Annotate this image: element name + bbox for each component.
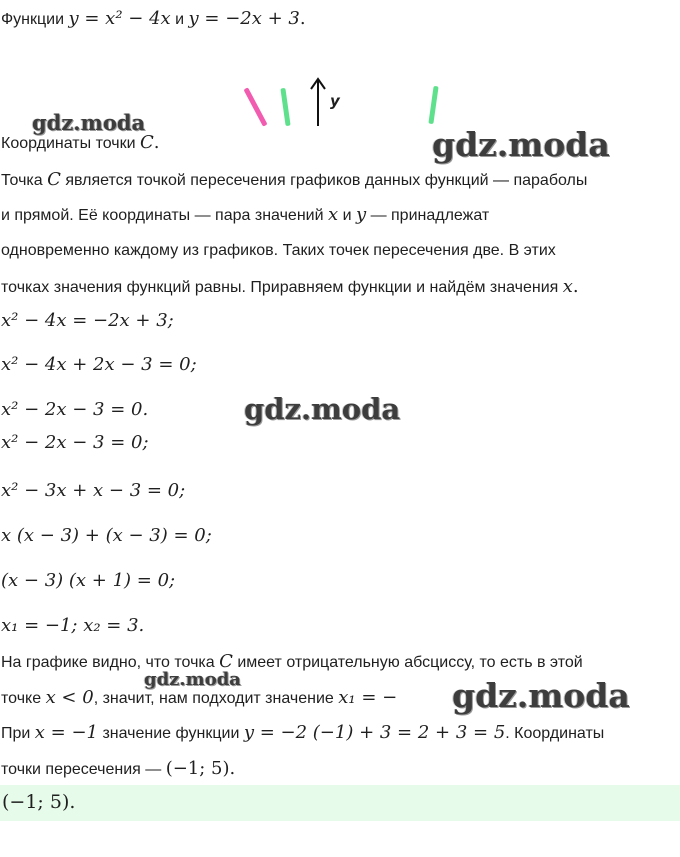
conclusion-line-4 — [1, 759, 235, 780]
watermark-1: gdz.moda — [32, 110, 146, 135]
watermark-4: gdz.moda — [144, 669, 241, 690]
watermark-2: gdz.moda — [432, 125, 610, 164]
answer-text: (−1; 5). — [2, 791, 76, 813]
intro-text: Функции — [1, 11, 69, 28]
p2-var-y: y — [355, 204, 367, 225]
c4-period: . — [229, 758, 236, 779]
watermark-3: gdz.moda — [244, 392, 401, 426]
p1-point: C — [47, 169, 61, 190]
c2-text-a: точке — [1, 690, 46, 707]
function-2: y = −2x + 3 — [188, 8, 300, 29]
section-title — [1, 133, 160, 154]
paragraph-line-3: одновременно каждому из графиков. Таких точек пересечения две. В этих — [1, 242, 556, 259]
p4-var-x: x — [562, 276, 573, 297]
conclusion-line-1 — [1, 652, 583, 673]
p4-period: . — [572, 276, 579, 297]
equation-1: x² − 4x = −2x + 3; — [1, 310, 174, 331]
p4-text-a: точках значения функций равны. Приравняем функции и найдём значения — [1, 279, 563, 296]
c2-text-c: , значит, нам подходит значение — [93, 690, 339, 707]
c2-inequality: x < 0 — [45, 687, 94, 708]
p1-text-a: Точка — [1, 172, 48, 189]
c2-value: x₁ = − — [338, 687, 398, 708]
p2-var-x: x — [327, 204, 339, 225]
equation-6: x (x − 3) + (x − 3) = 0; — [1, 525, 212, 546]
p2-text-a: и прямой. Её координаты — пара значений — [1, 207, 328, 224]
c3-computation: y = −2 (−1) + 3 = 2 + 3 = 5 — [243, 722, 506, 743]
intro-line — [1, 9, 306, 30]
parabola-stroke-pink — [243, 87, 267, 126]
paragraph-line-2 — [1, 205, 489, 226]
conclusion-line-3 — [1, 723, 604, 744]
section-title-point: C — [140, 132, 154, 153]
equation-8: x₁ = −1; x₂ = 3. — [1, 615, 145, 636]
intro-conjunction: и — [170, 11, 189, 28]
c4-text-a: точки пересечения — — [1, 761, 166, 778]
y-axis-label: y — [330, 92, 340, 110]
c3-text-c: значение функции — [98, 725, 244, 742]
c3-text-e: . Координаты — [505, 725, 605, 742]
conclusion-line-2 — [1, 688, 397, 709]
paragraph-line-4 — [1, 277, 579, 298]
intro-period: . — [299, 8, 306, 29]
function-1: y = x² − 4x — [68, 8, 171, 29]
answer-box — [0, 785, 680, 821]
paragraph-line-1 — [1, 170, 587, 191]
c4-coordinates: (−1; 5) — [165, 758, 230, 779]
c1-point: C — [219, 651, 233, 672]
p2-text-e: — принадлежат — [366, 207, 490, 224]
equation-4: x² − 2x − 3 = 0; — [1, 432, 149, 453]
equation-5: x² − 3x + x − 3 = 0; — [1, 480, 186, 501]
c1-text-a: На графике видно, что точка — [1, 654, 220, 671]
parabola-stroke-green-left — [280, 88, 290, 126]
y-axis-arrow-icon — [308, 76, 328, 128]
p1-text-c: является точкой пересечения графиков данных функций — параболы — [60, 172, 588, 189]
equation-3: x² − 2x − 3 = 0. — [1, 399, 149, 420]
p2-text-c: и — [338, 207, 356, 224]
section-title-period: . — [153, 132, 160, 153]
equation-2: x² − 4x + 2x − 3 = 0; — [1, 354, 197, 375]
c3-text-a: При — [1, 725, 35, 742]
c1-text-c: имеет отрицательную абсциссу, то есть в этой — [232, 654, 583, 671]
c3-x-value: x = −1 — [34, 722, 98, 743]
line-stroke-green-right — [428, 86, 438, 124]
watermark-5: gdz.moda — [452, 676, 630, 715]
equation-7: (x − 3) (x + 1) = 0; — [1, 570, 176, 591]
section-title-text: Координаты точки — [1, 135, 140, 152]
